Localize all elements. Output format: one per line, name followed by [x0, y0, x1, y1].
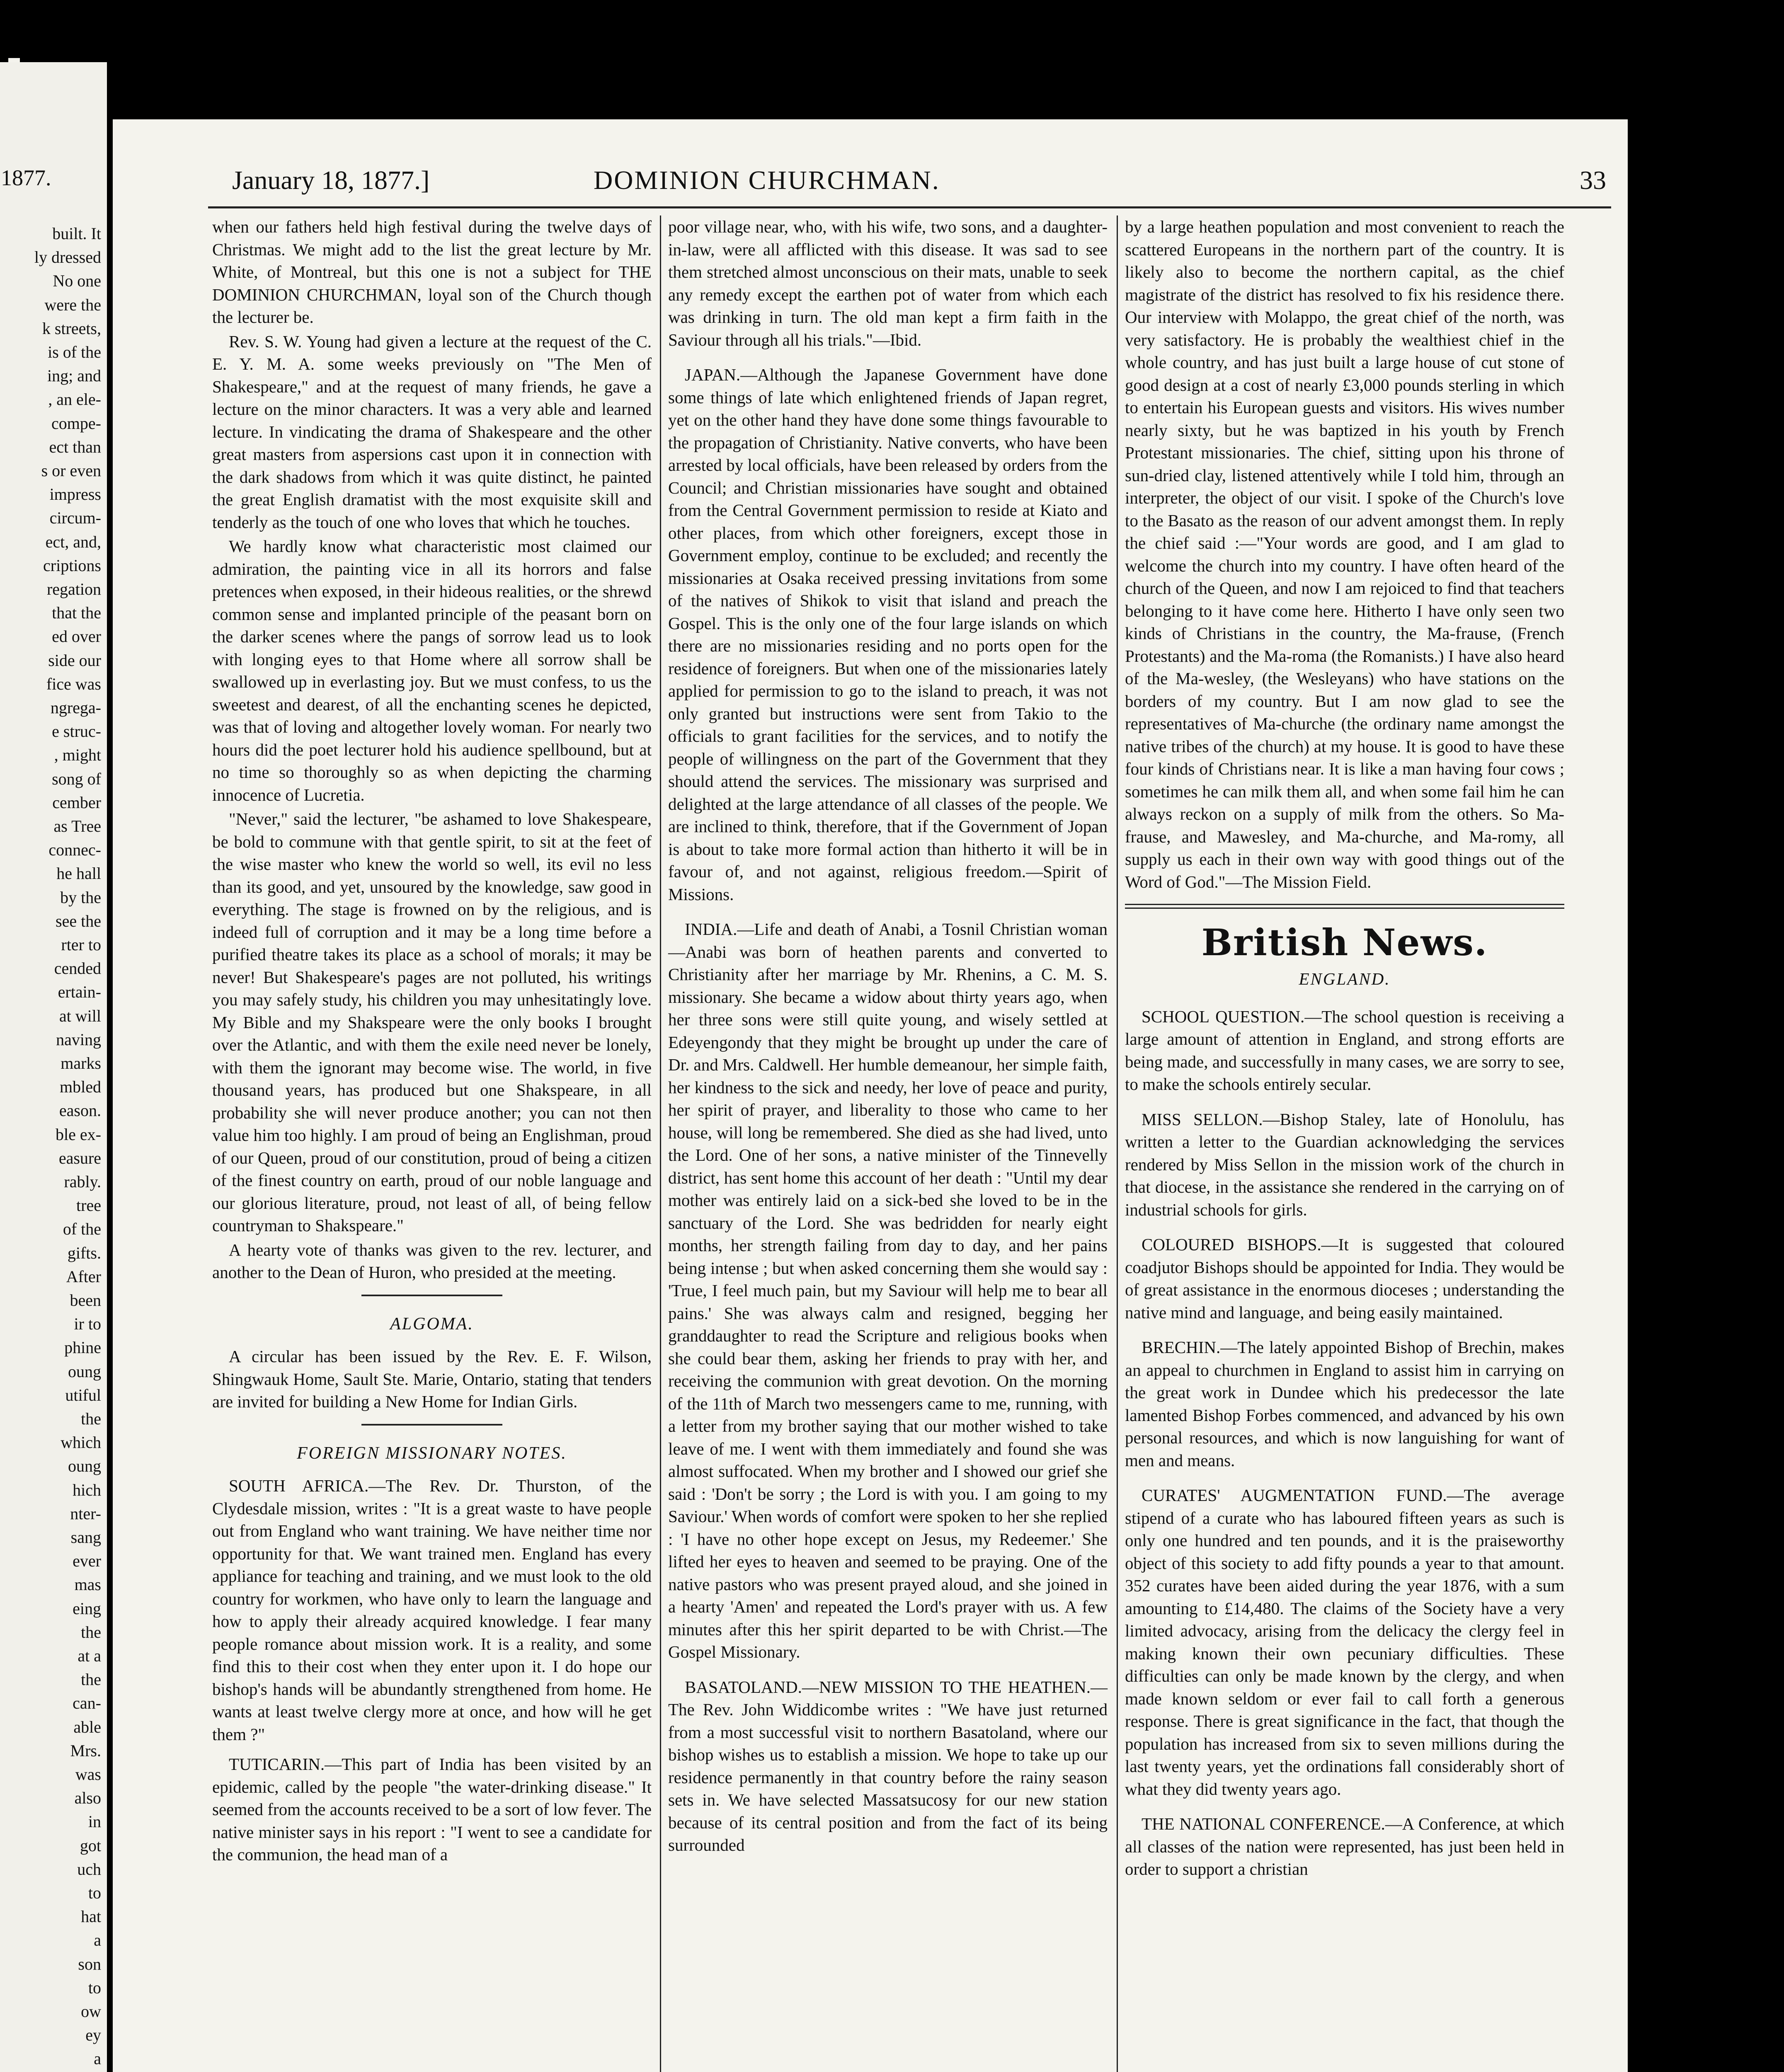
previous-page-fragment: the	[81, 1670, 101, 1689]
previous-page-fragment: a	[94, 1931, 101, 1950]
previous-page-fragment: see the	[56, 911, 101, 930]
previous-page-fragment: of the	[63, 1220, 101, 1239]
paragraph	[668, 918, 1108, 1663]
paragraph: by a large heathen population and most convenient to reach the scattered Europeans in the northern part of the country. It is likely also to become the northern capital, as the chief magistrate of the district has resolved to fix his residence there. Our interview with Molappo, the great chief of the north, was very satisfactory. He is probably the wealthiest chief in the whole country, and has just built a large house of cut stone of good design at a cost of nearly £3,000 pounds sterling in which to entertain his European guests and visitors. His wives number nearly sixty, but he was baptized in his youth by French Protestant missionaries. The chief, sitting upon his throne of sun-dried clay, listened attentively while I told him, through an interpreter, the object of our visit. I spoke of the Church's love to the Basato as the reason of our advent amongst them. In reply the chief said :—"Your words are good, and I am glad to welcome the church into my country. I have often heard of the church of the Queen, and now I am rejoiced to find that teachers belonging to it have come here. Hitherto I have only seen two kinds of Christians in the country, the Ma-frause, (French Protestants) and the Ma-roma (the Romanists.) I have also heard of the Ma-wesley, (the Wesleyans) who have stations on the borders of my country. But I am now glad to see the representatives of Ma-churche (the ordinary name amongst the native tribes of the church) at my house. It is good to have these four kinds of Christians near. It is like a man having four cows ; sometimes he can milk them all, and when some fail him he can always reckon on a supply of milk from the others. So Ma-frause, and Mawesley, and Ma-churche, and Ma-romy, all supply us each in their own way with good things out of the Word of God."—The Mission Field.	[1125, 217, 1564, 891]
paragraph: Rev. S. W. Young had given a lecture at the request of the C. E. Y. M. A. some weeks previously on "The Men of Shakespeare," and at the request of many friends, he gave a lecture on the minor characters. It was a very able and learned lecture. In vindicating the drama of Shakespeare and the other great masters from aspersions cast upon it in connection with the dark shadows from which it was quite distinct, he painted the great English dramatist with the most exquisite skill and tenderly as the touch of one who loves that which he touches.	[212, 332, 652, 532]
previous-page-fragment: ngrega-	[50, 698, 101, 717]
paragraph: A circular has been issued by the Rev. E. F. Wilson, Shingwauk Home, Sault Ste. Marie, Ontario, stating that tenders are invited for building a New Home for Indian Girls.	[212, 1347, 652, 1411]
previous-page-fragment: ever	[73, 1552, 101, 1571]
paragraph	[1125, 1813, 1564, 1881]
previous-page-fragment: he hall	[56, 864, 101, 883]
previous-page-fragment: , an ele-	[48, 390, 101, 409]
previous-page-fragment: mas	[74, 1575, 101, 1594]
previous-page-fragment: at a	[78, 1646, 101, 1665]
run-in-heading: BASATOLAND.—NEW MISSION TO THE HEATHEN.	[685, 1677, 1091, 1697]
paragraph-text: —A Conference, at which all classes of the nation were represented, has just been held in order to support a christian	[1125, 1814, 1564, 1878]
previous-page-fragment: ed over	[52, 627, 101, 646]
previous-page-fragment: rter to	[61, 935, 101, 954]
previous-page-fragment: tree	[76, 1196, 101, 1215]
run-in-heading: BRECHIN.	[1142, 1338, 1221, 1357]
paragraph	[212, 1753, 652, 1866]
previous-page-fragment: eason.	[59, 1101, 101, 1120]
previous-page-fragment: hich	[73, 1480, 101, 1499]
previous-page-fragment: ect than	[49, 437, 101, 456]
page-header	[113, 165, 1628, 202]
section-heading-algoma: ALGOMA.	[390, 1314, 474, 1334]
previous-page-fragment: regation	[46, 580, 101, 598]
paragraph	[668, 1676, 1108, 1857]
previous-page-fragment: sang	[70, 1528, 101, 1547]
paragraph-text: —The lately appointed Bishop of Brechin, makes an appeal to churchmen in England to assist him in carrying on the great work in Dundee which his predecessor the late lamented Bishop Forbes commenced, and advanced by his own personal resources, and which is now languishing for want of men and means.	[1125, 1338, 1564, 1470]
run-in-heading: SCHOOL QUESTION.	[1142, 1007, 1305, 1026]
run-in-heading: JAPAN.	[685, 365, 741, 384]
previous-page-fragment: cended	[54, 959, 101, 978]
paragraph	[1125, 1005, 1564, 1096]
previous-page-fragment: is of the	[48, 343, 101, 361]
previous-page-fragment: can-	[73, 1694, 101, 1713]
previous-page-fragment: circum-	[49, 508, 101, 528]
previous-page-fragment: song of	[52, 769, 101, 788]
previous-page-fragment: the	[81, 1622, 101, 1641]
previous-page-fragment: ect, and,	[45, 532, 101, 551]
run-in-heading: COLOURED BISHOPS.	[1142, 1235, 1321, 1254]
publication-title: DOMINION CHURCHMAN.	[594, 165, 940, 195]
previous-page-fragment: got	[80, 1836, 101, 1855]
paragraph-text: —The Rev. Dr. Thurston, of the Clydesdale mission, writes : "It is a great waste to have people out from England who want training. We have neither time nor opportunity for that. We want trained men. England has every appliance for teaching and training, and we must look to the old country for workmen, who have only to learn the language and how to apply their already acquired knowledge. I fear many people romance about mission work. It is a reality, and some find this to their cost when they enter upon it. I do hope our bishop's hands will be abundantly strengthened from home. He wants at least twelve clergy more at once, and how will he get them ?"	[212, 1476, 652, 1744]
section-heading-british-news: British News.	[1201, 921, 1488, 964]
issue-date: January 18, 1877.]	[232, 165, 430, 195]
paragraph	[1125, 1108, 1564, 1221]
column-2	[668, 215, 1108, 1858]
paragraph-text: —This part of India has been visited by an epidemic, called by the people "the water-drinking disease." It seemed from the accounts received to be a sort of low fever. The native minister says in his report : "I went to see a candidate for the communion, the head man of a	[212, 1755, 652, 1864]
previous-page-fragment: been	[70, 1291, 101, 1310]
paragraph	[1125, 1233, 1564, 1324]
previous-page-fragment: by the	[60, 888, 101, 907]
previous-page-fragment: e struc-	[52, 722, 101, 741]
previous-page-fragment: hat	[81, 1907, 101, 1926]
previous-page-fragment: the	[81, 1409, 101, 1428]
subheading-england: ENGLAND.	[1299, 969, 1391, 988]
paragraph: poor village near, who, with his wife, two sons, and a daughter-in-law, were all afflicted with this disease. It was sad to see them stretched almost unconscious on their mats, unable to seek any remedy except the earthen pot of water from which each was drinking in turn. The old man kept a firm faith in the Saviour through all his trials."—Ibid.	[668, 217, 1108, 349]
previous-page-fragment: criptions	[43, 556, 101, 575]
previous-page-fragment: eing	[73, 1599, 101, 1618]
previous-page-fragment: also	[74, 1789, 101, 1808]
section-rule	[361, 1295, 502, 1296]
previous-page-fragment: able	[73, 1717, 101, 1736]
paragraph	[1125, 1336, 1564, 1472]
previous-page-fragment: that the	[52, 603, 101, 622]
previous-page-year: 1877.	[1, 165, 51, 190]
page-number: 33	[1580, 165, 1606, 195]
previous-page-edge	[0, 62, 107, 2072]
run-in-heading: MISS SELLON.	[1142, 1109, 1263, 1129]
previous-page-fragment: naving	[56, 1030, 101, 1049]
previous-page-fragment: fice was	[46, 674, 101, 693]
previous-page-fragment: uch	[77, 1859, 101, 1878]
header-rule	[208, 206, 1611, 208]
previous-page-fragment: easure	[58, 1148, 101, 1167]
previous-page-fragment: cember	[52, 793, 101, 812]
previous-page-fragment: was	[75, 1765, 101, 1784]
paragraph	[668, 363, 1108, 905]
previous-page-fragment: to	[88, 1883, 101, 1902]
previous-page-fragment: son	[78, 1954, 101, 1973]
run-in-heading: THE NATIONAL CONFERENCE.	[1142, 1814, 1385, 1833]
paragraph: "Never," said the lecturer, "be ashamed to love Shakespeare, be bold to commune with that gentle spirit, to sit at the feet of the wise master who knew the world so well, its evil no less than its good, and yet, unsoured by the knowledge, saw good in everything. The stage is frowned on by the religious, and is indeed full of corruption and it may be a long time before a purified theatre takes its place as a school of morals; it may be never! But Shakespeare's pages are not polluted, his writings you may safely study, his children you may unhesitatingly love. My Bible and my Shakspeare were the only books I brought over the Atlantic, and with them the exile need never be lonely, with them the ignorant may become wise. The world, in five thousand years, has produced but one Shakspeare, in all probability she will never produce another; you can not then value him too highly. I am proud of being an Englishman, proud of our Queen, proud of our constitution, proud of being a citizen of the finest country on earth, proud of our noble language and our glorious literature, proud, not least of all, of being fellow countryman to Shakspeare."	[212, 809, 652, 1235]
previous-page-fragment: oung	[68, 1362, 101, 1381]
previous-page-fragment: as Tree	[53, 817, 101, 835]
previous-page-fragment: No one	[53, 271, 101, 290]
previous-page-fragment: ble ex-	[56, 1125, 101, 1144]
paragraph-text: —Life and death of Anabi, a Tosnil Christian woman—Anabi was born of heathen parents and converted to Christianity after her marriage by Mr. Rhenins, a C. M. S. missionary. She became a widow about thirty years ago, when her three sons were still quite young, and wisely settled at Edeyengondy that they might be brought up under the care of Dr. and Mrs. Caldwell. Her humble demeanour, her simple faith, her kindness to the sick and needy, her love of peace and purity, her spirit of prayer, and liberality to those who came to her house, will long be remembered. She died as she had lived, unto the Lord. One of her sons, a native minister of the Tinnevelly district, has sent home this account of her death : "Until my dear mother was entirely laid on a sick-bed she loved to be in the sanctuary of the Lord. She was bedridden for nearly eight months, her strength failing from day to day, and her pains being intense ; but when asked concerning them she would say : 'True, I feel much pain, but my Saviour will help me to bear all pains.' She was always calm and resigned, begging her granddaughter to read the Scripture and religious books when she could bear them, asking her friends to pray with her, and receiving the communion with great devotion. On the morning of the 11th of March two messengers came to me, running, with a letter from my brother saying that our mother wished to take leave of me. I went with them immediately and found she was almost suffocated. When my brother and I showed our grief she said : 'Don't be sorry ; the Lord is with you. I am going to my Saviour.' When words of comfort were spoken to her she replied : 'I have no other hope except on Jesus, my Redeemer.' She lifted her eyes to heaven and seemed to be praying. One of the native pastors who was present prayed aloud, and she joined in a hearty 'Amen' and repeated the Lord's prayer with us. A few minutes after this her spirit departed to be with Christ.—The Gospel Missionary.	[668, 920, 1108, 1661]
section-heading-foreign-missionary-notes: FOREIGN MISSIONARY NOTES.	[297, 1443, 567, 1463]
paragraph-text: —The school question is receiving a large amount of attention in England, and strong efforts are being made, and successfully in many cases, we are sorry to see, to make the schools entirely secular.	[1125, 1007, 1564, 1094]
previous-page-fragment: ow	[81, 2002, 101, 2021]
previous-page-fragment: to	[88, 1978, 101, 1997]
column-1	[212, 215, 652, 1868]
previous-page-fragment: in	[88, 1812, 101, 1831]
previous-page-fragment: rably.	[64, 1172, 101, 1191]
previous-page-fragment: ir to	[74, 1314, 101, 1334]
run-in-heading: TUTICARIN.	[229, 1755, 325, 1774]
column-divider-2	[1117, 215, 1118, 2072]
run-in-heading: INDIA.	[685, 920, 737, 939]
previous-page-fragment: gifts.	[67, 1243, 101, 1262]
previous-page-fragment: ey	[85, 2026, 101, 2045]
run-in-heading: SOUTH AFRICA.	[229, 1476, 369, 1495]
run-in-heading: CURATES' AUGMENTATION FUND.	[1142, 1486, 1447, 1505]
column-divider-1	[660, 215, 661, 2072]
previous-page-fragment: impress	[49, 485, 101, 504]
previous-page-fragment: After	[66, 1267, 101, 1286]
previous-page-fragment: s or even	[41, 461, 101, 480]
previous-page-fragment: Mrs.	[70, 1741, 101, 1760]
previous-page-fragment: ertain-	[58, 983, 101, 1002]
paragraph-text: —Although the Japanese Government have done some things of late which enlightened friends of Japan regret, yet on the other hand they have done some things favourable to the propagation of Christianity. Native converts, who have been arrested by local officials, have been released by orders from the Council; and Christian missionaries have sought and obtained from the Central Government permission to reside at Kiato and other places, from which other foreigners, except those in Government employ, continue to be excluded; and recently the missionaries at Osaka received pressing invitations from some of the natives of Shikok to visit that island and preach the Gospel. This is the only one of the four large islands on which there are no missionaries residing and no ports open for the residence of foreigners. But when one of the missionaries lately applied for permission to go to the island to preach, it was not only granted but instructions were sent from Takio to the officials to grant facilities for the services, and to notify the people of willingness on the part of the Government that they should attend the services. The missionary was surprised and delighted at the large attendance of all classes of the people. We are inclined to think, therefore, that if the Government of Jopan is about to take more formal action than hitherto it will be in favour of, and not against, religious freedom.—Spirit of Missions.	[668, 365, 1108, 904]
previous-page-fragment: oung	[68, 1457, 101, 1476]
paragraph	[1125, 1484, 1564, 1800]
previous-page-fragment: ly dressed	[34, 248, 101, 267]
paragraph-text: —It is suggested that coloured coadjutor Bishops should be appointed for India. They would be of great assistance in the enormous dioceses ; understanding the native mind and language, and being easily maintained.	[1125, 1235, 1564, 1322]
previous-page-fragment: compe-	[51, 414, 101, 433]
paragraph: A hearty vote of thanks was given to the rev. lecturer, and another to the Dean of Huron, who presided at the meeting.	[212, 1240, 652, 1282]
previous-page-fragment: nter-	[70, 1504, 101, 1523]
previous-page-fragment: a	[94, 2049, 101, 2068]
paragraph-text: —The average stipend of a curate who has laboured fifteen years as such is only one hundred and ten pounds, and it is the praiseworthy object of this society to add fifty pounds a year to that amount. 352 curates have been aided during the year 1876, with a sum amounting to £14,480. The claims of the Society have a very limited advocacy, arising from the delicacy the clergy feel in making known their own pecuniary difficulties. These difficulties can only be made known by the clergy, and when made known seldom or ever fail to call forth a generous response. There is great significance in the fact, that though the population has increased from six to seven millions during the last twenty years, yet the ordinations fall considerably short of what they did twenty years ago.	[1125, 1486, 1564, 1798]
paragraph-text: —Bishop Staley, late of Honolulu, has written a letter to the Guardian acknowledging the services rendered by Miss Sellon in the mission work of the church in that diocese, in the assistance she rendered in the carrying on of industrial schools for girls.	[1125, 1109, 1564, 1219]
double-rule	[1125, 904, 1564, 909]
column-3	[1125, 215, 1564, 1882]
previous-page-fragment: ing; and	[47, 366, 101, 385]
previous-page-fragment: built. It	[52, 224, 101, 243]
paragraph: when our fathers held high festival during the twelve days of Christmas. We might add to the list the great lecture by Mr. White, of Montreal, but this one is not a subject for THE DOMINION CHURCHMAN, loyal son of the Church though the lecturer be.	[212, 217, 652, 327]
previous-page-fragment: , might	[54, 746, 101, 765]
previous-page-fragment: connec-	[48, 840, 101, 859]
paragraph-text: —The Rev. John Widdicombe writes : "We have just returned from a most successful visit to northern Basatoland, where our bishop wishes us to establish a mission. We hope to take up our residence permanently in that country before the rainy season sets in. We have selected Massatsucosy for our new station because of its central position and from the fact of its being surrounded	[668, 1677, 1108, 1854]
previous-page-fragment: marks	[61, 1054, 101, 1072]
section-rule	[361, 1424, 502, 1426]
previous-page-fragment: which	[61, 1433, 101, 1452]
previous-page-fragment: were the	[44, 295, 101, 314]
paragraph: We hardly know what characteristic most claimed our admiration, the painting vice in all its horrors and false pretences when exposed, in their hideous realities, or the shrewd common sense and implanted principle of the peasant born on the darker scenes where the pangs of sorrow lead us to look with longing eyes to that Home where all sorrow shall be swallowed up in everlasting joy. But we must confess, to us the sweetest and dearest, of all the enchanting scenes he depicted, was that of loving and altogether lovely woman. For nearly two hours did the poet lecturer hold his audience spellbound, but at no time so thoroughly so as when depicting the charming innocence of Lucretia.	[212, 537, 652, 804]
paragraph	[212, 1474, 652, 1745]
previous-page-fragment: at will	[59, 1006, 101, 1025]
newspaper-page	[113, 119, 1628, 2072]
previous-page-fragment: phine	[64, 1338, 101, 1357]
previous-page-fragment: utiful	[65, 1385, 101, 1404]
previous-page-fragment: k streets,	[42, 319, 101, 338]
previous-page-fragment: mbled	[60, 1077, 101, 1097]
previous-page-fragment: side our	[48, 651, 101, 670]
